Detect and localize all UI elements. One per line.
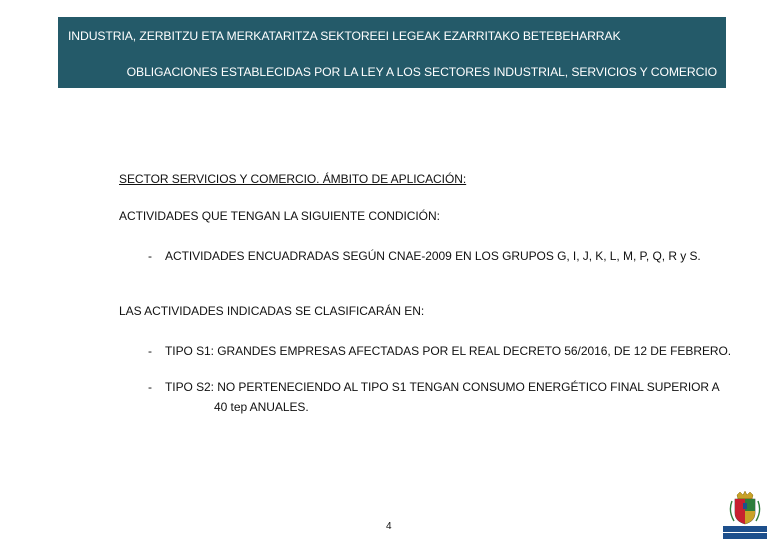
type-s2-item-line1: TIPO S2: NO PERTENECIENDO AL TIPO S1 TENGAN CONSUMO ENERGÉTICO FINAL SUPERIOR A [165, 380, 720, 394]
condition-intro: ACTIVIDADES QUE TENGAN LA SIGUIENTE CONDICIÓN: [119, 209, 440, 223]
type-s2-item-line2: 40 tep ANUALES. [214, 400, 309, 414]
header-title-spanish: OBLIGACIONES ESTABLECIDAS POR LA LEY A LOS SECTORES INDUSTRIAL, SERVICIOS Y COMERCIO [126, 65, 717, 79]
condition-item: ACTIVIDADES ENCUADRADAS SEGÚN CNAE-2009 EN LOS GRUPOS G, I, J, K, L, M, P, Q, R y S. [165, 249, 701, 263]
header-title-basque: INDUSTRIA, ZERBITZU ETA MERKATARITZA SEKTOREEI LEGEAK EZARRITAKO BETEBEHARRAK [68, 29, 621, 43]
page-number: 4 [386, 521, 392, 532]
type-s1-item: TIPO S1: GRANDES EMPRESAS AFECTADAS POR EL REAL DECRETO 56/2016, DE 12 DE FEBRERO. [165, 344, 732, 358]
coat-of-arms-icon [723, 491, 767, 539]
section-heading: SECTOR SERVICIOS Y COMERCIO. ÁMBITO DE APLICACIÓN: [119, 172, 467, 186]
bullet-dash: - [148, 344, 152, 358]
bullet-dash: - [148, 380, 152, 394]
header-banner [58, 17, 726, 88]
classification-intro: LAS ACTIVIDADES INDICADAS SE CLASIFICARÁN EN: [119, 304, 425, 318]
basque-government-logo [723, 491, 767, 539]
bullet-dash: - [148, 249, 152, 263]
